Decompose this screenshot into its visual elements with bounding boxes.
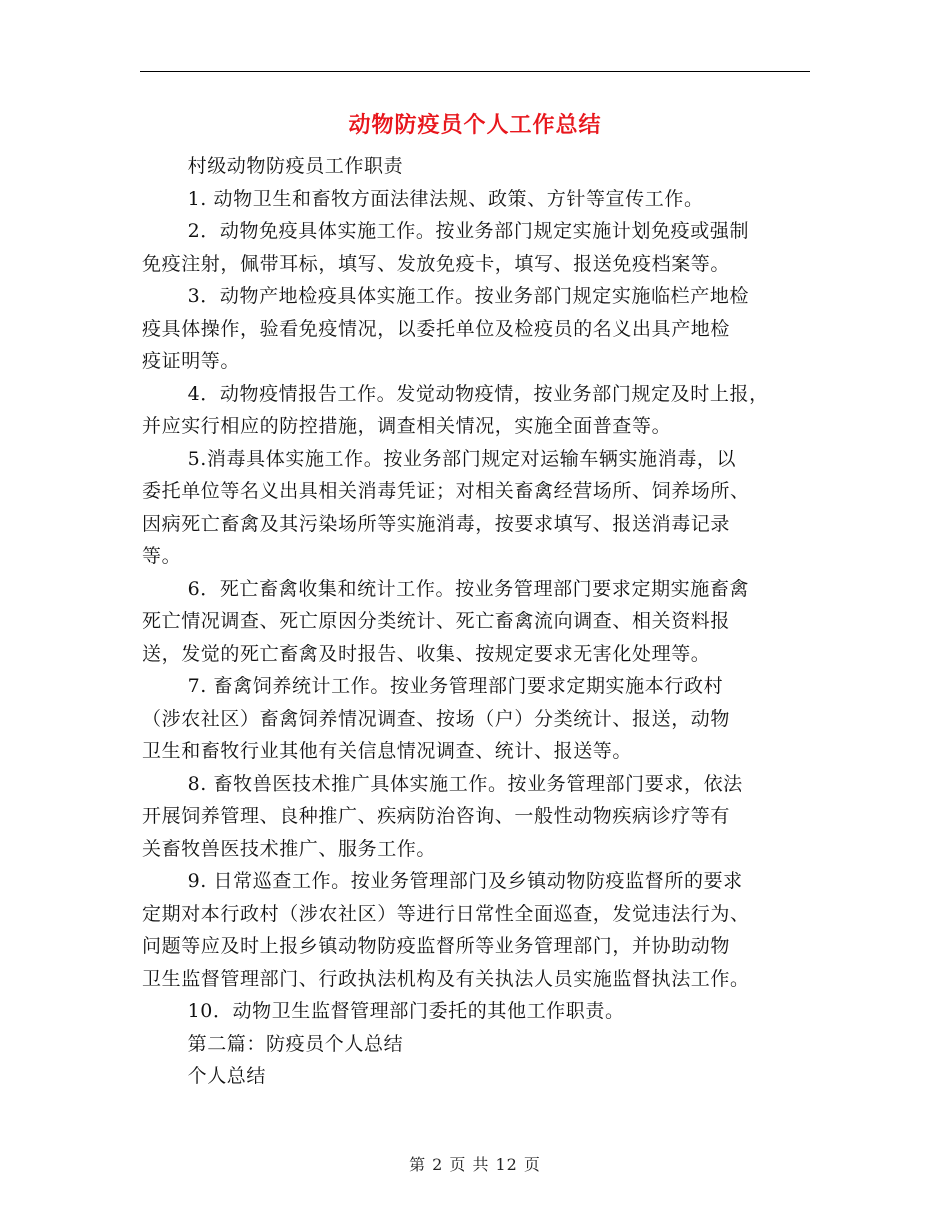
paragraph: [142, 280, 814, 378]
paragraph: [142, 670, 814, 768]
page-footer: [0, 1152, 950, 1175]
paragraph-line: 定期对本行政村（涉农社区）等进行日常性全面巡查，发觉违法行为、: [142, 902, 750, 925]
paragraph-line: 2．动物免疫具体实施工作。按业务部门规定实施计划免疫或强制: [187, 220, 750, 242]
paragraph-line: 疫具体操作，验看免疫情况，以委托单位及检疫员的名义出具产地检: [142, 317, 731, 340]
paragraph-line: （涉农社区）畜禽饲养情况调查、按场（户）分类统计、报送，动物: [142, 707, 731, 730]
paragraph-line: 3．动物产地检疫具体实施工作。按业务部门规定实施临栏产地检: [187, 285, 750, 307]
paragraph: [142, 443, 814, 573]
paragraph-line: 1. 动物卫生和畜牧方面法律法规、政策、方针等宣传工作。: [187, 187, 704, 210]
paragraph-line: 委托单位等名义出具相关消毒凭证；对相关畜禽经营场所、饲养场所、: [142, 480, 750, 502]
paragraph-line: 卫生监督管理部门、行政执法机构及有关执法人员实施监督执法工作。: [142, 967, 750, 990]
paragraph-line: 关畜牧兽医技术推广、服务工作。: [142, 837, 437, 860]
paragraph: [142, 1060, 814, 1093]
paragraph-line: 死亡情况调查、死亡原因分类统计、死亡畜禽流向调查、相关资料报: [142, 610, 731, 632]
paragraph-line: 10．动物卫生监督管理部门委托的其他工作职责。: [187, 1000, 625, 1022]
paragraph-line: 并应实行相应的防控措施，调查相关情况，实施全面普查等。: [142, 415, 672, 437]
paragraph-line: 9. 日常巡查工作。按业务管理部门及乡镇动物防疫监督所的要求: [187, 870, 743, 892]
paragraph-line: 6．死亡畜禽收集和统计工作。按业务管理部门要求定期实施畜禽: [187, 577, 750, 600]
footer-page-current: 2: [432, 1155, 444, 1174]
paragraph-line: 疫证明等。: [142, 350, 241, 372]
paragraph: [142, 865, 814, 995]
paragraph: [142, 995, 814, 1028]
paragraph-line: 8. 畜牧兽医技术推广具体实施工作。按业务管理部门要求，依法: [187, 772, 743, 795]
footer-page-middle: 页 共: [449, 1155, 490, 1174]
paragraph-line: 个人总结: [187, 1065, 266, 1087]
footer-page-prefix: 第: [409, 1155, 427, 1174]
paragraph-line: 问题等应及时上报乡镇动物防疫监督所等业务管理部门，并协助动物: [142, 935, 731, 957]
paragraph-line: 5.消毒具体实施工作。按业务部门规定对运输车辆实施消毒，以: [187, 447, 737, 470]
paragraph-line: 第二篇：防疫员个人总结: [187, 1032, 404, 1055]
paragraph-line: 因病死亡畜禽及其污染场所等实施消毒，按要求填写、报送消毒记录: [142, 512, 731, 535]
paragraph: [142, 150, 814, 183]
paragraph: [142, 573, 814, 671]
document-body: [142, 150, 814, 1093]
paragraph: [142, 183, 814, 216]
paragraph-line: 村级动物防疫员工作职责: [187, 155, 404, 177]
document-title: 动物防疫员个人工作总结: [348, 113, 602, 138]
paragraph: [142, 1028, 814, 1061]
paragraph-line: 4．动物疫情报告工作。发觉动物疫情，按业务部门规定及时上报，: [187, 382, 769, 405]
header-rule: [140, 71, 810, 72]
paragraph-line: 免疫注射，佩带耳标，填写、发放免疫卡，填写、报送免疫档案等。: [142, 252, 731, 275]
footer-page-suffix: 页: [523, 1155, 541, 1174]
paragraph-line: 卫生和畜牧行业其他有关信息情况调查、统计、报送等。: [142, 740, 633, 762]
paragraph-line: 7. 畜禽饲养统计工作。按业务管理部门要求定期实施本行政村: [187, 675, 724, 697]
paragraph-line: 开展饲养管理、良种推广、疾病防治咨询、一般性动物疾病诊疗等有: [142, 805, 731, 827]
paragraph-line: 送，发觉的死亡畜禽及时报告、收集、按规定要求无害化处理等。: [142, 642, 711, 665]
paragraph: [142, 215, 814, 280]
footer-page-total: 12: [495, 1155, 518, 1174]
paragraph-line: 等。: [142, 545, 182, 567]
paragraph: [142, 768, 814, 866]
paragraph: [142, 378, 814, 443]
